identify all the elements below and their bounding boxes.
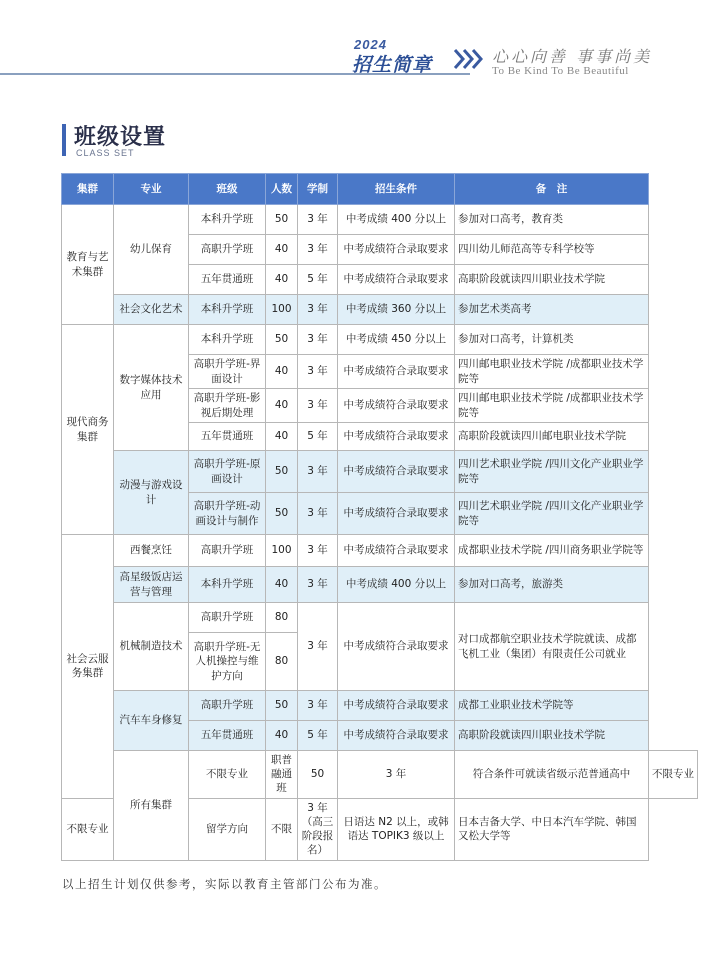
years-cell: 3 年 <box>298 295 338 325</box>
count-cell: 50 <box>266 493 298 535</box>
count-cell: 40 <box>266 721 298 751</box>
count-cell: 80 <box>266 603 298 633</box>
condition-cell: 中考成绩符合录取要求 <box>338 603 455 691</box>
col-header: 专业 <box>114 174 189 205</box>
years-cell: 5 年 <box>298 265 338 295</box>
class-cell: 五年贯通班 <box>189 423 266 451</box>
col-header: 招生条件 <box>338 174 455 205</box>
years-cell: 3 年 <box>298 451 338 493</box>
remark-cell: 参加艺术类高考 <box>455 295 649 325</box>
condition-cell: 中考成绩符合录取要求 <box>338 535 455 567</box>
major-cell: 社会文化艺术 <box>114 295 189 325</box>
section-subtitle: CLASS SET <box>76 148 135 158</box>
years-cell: 3 年 <box>298 691 338 721</box>
header-slogan: 心心向善 事事尚美 <box>492 47 653 66</box>
header-title: 招生简章 <box>352 54 433 76</box>
class-cell: 五年贯通班 <box>189 721 266 751</box>
col-header: 集群 <box>62 174 114 205</box>
remark-cell: 参加对口高考，教育类 <box>455 205 649 235</box>
condition-cell: 中考成绩 360 分以上 <box>338 295 455 325</box>
years-cell: 3 年 <box>298 325 338 355</box>
count-cell: 40 <box>266 265 298 295</box>
count-cell: 40 <box>266 567 298 603</box>
col-header: 学制 <box>298 174 338 205</box>
class-cell: 留学方向 <box>189 798 266 860</box>
remark-cell: 四川艺术职业学院 /四川文化产业职业学院等 <box>455 451 649 493</box>
condition-cell: 中考成绩符合录取要求 <box>338 389 455 423</box>
years-cell: 3 年 <box>298 235 338 265</box>
table-header-row <box>62 174 698 205</box>
class-cell: 高职升学班-无人机操控与维护方向 <box>189 633 266 691</box>
remark-cell: 四川幼儿师范高等专科学校等 <box>455 235 649 265</box>
class-cell: 高职升学班-原画设计 <box>189 451 266 493</box>
remark-cell: 高职阶段就读四川职业技术学院 <box>455 265 649 295</box>
class-cell: 高职升学班-动画设计与制作 <box>189 493 266 535</box>
remark-cell: 成都工业职业技术学院等 <box>455 691 649 721</box>
table-row <box>62 603 698 633</box>
years-cell: 5 年 <box>298 721 338 751</box>
remark-cell: 不限专业 <box>649 751 698 799</box>
remark-cell: 参加对口高考，旅游类 <box>455 567 649 603</box>
class-cell: 本科升学班 <box>189 325 266 355</box>
class-table <box>61 173 698 861</box>
count-cell: 100 <box>266 295 298 325</box>
years-cell: 3 年 <box>338 751 455 799</box>
remark-cell: 四川艺术职业学院 /四川文化产业职业学院等 <box>455 493 649 535</box>
class-cell: 高职升学班 <box>189 535 266 567</box>
footnote: 以上招生计划仅供参考，实际以教育主管部门公布为准。 <box>62 877 387 891</box>
years-cell: 3 年 <box>298 535 338 567</box>
condition-cell: 中考成绩符合录取要求 <box>338 721 455 751</box>
count-cell: 50 <box>266 451 298 493</box>
col-header: 备 注 <box>455 174 649 205</box>
condition-cell: 日语达 N2 以上，或韩语达 TOPIK3 级以上 <box>338 798 455 860</box>
class-cell: 高职升学班 <box>189 691 266 721</box>
major-cell: 西餐烹饪 <box>114 535 189 567</box>
table-row <box>62 567 698 603</box>
cluster-cell: 社会云服务集群 <box>62 535 114 799</box>
remark-cell: 日本吉备大学、中日本汽车学院、韩国又松大学等 <box>455 798 649 860</box>
years-cell: 5 年 <box>298 423 338 451</box>
table-row <box>62 751 698 799</box>
condition-cell: 中考成绩符合录取要求 <box>338 265 455 295</box>
years-cell: 3 年 <box>298 205 338 235</box>
class-cell: 本科升学班 <box>189 295 266 325</box>
condition-cell: 中考成绩 400 分以上 <box>338 567 455 603</box>
table-row <box>62 325 698 355</box>
major-cell: 汽车车身修复 <box>114 691 189 751</box>
condition-cell: 中考成绩符合录取要求 <box>338 691 455 721</box>
cluster-cell: 教育与艺术集群 <box>62 205 114 325</box>
table-row <box>62 535 698 567</box>
condition-cell: 中考成绩符合录取要求 <box>338 423 455 451</box>
table-row <box>62 295 698 325</box>
count-cell: 50 <box>298 751 338 799</box>
years-cell: 3 年（高三阶段报名） <box>298 798 338 860</box>
class-cell: 五年贯通班 <box>189 265 266 295</box>
major-cell: 机械制造技术 <box>114 603 189 691</box>
major-cell: 不限专业 <box>62 798 114 860</box>
class-cell: 高职升学班-影视后期处理 <box>189 389 266 423</box>
condition-cell: 中考成绩符合录取要求 <box>338 235 455 265</box>
cluster-cell: 现代商务集群 <box>62 325 114 535</box>
count-cell: 40 <box>266 389 298 423</box>
condition-cell: 中考成绩符合录取要求 <box>338 493 455 535</box>
count-cell: 40 <box>266 355 298 389</box>
count-cell: 40 <box>266 235 298 265</box>
table-row <box>62 205 698 235</box>
header-year: 2024 <box>354 37 387 52</box>
class-cell: 本科升学班 <box>189 567 266 603</box>
years-cell: 3 年 <box>298 603 338 691</box>
remark-cell: 对口成都航空职业技术学院就读、成都飞机工业（集团）有限责任公司就业 <box>455 603 649 691</box>
cluster-cell: 所有集群 <box>114 751 189 861</box>
condition-cell: 符合条件可就读省级示范普通高中 <box>455 751 649 799</box>
class-cell: 高职升学班 <box>189 603 266 633</box>
condition-cell: 中考成绩符合录取要求 <box>338 355 455 389</box>
major-cell: 动漫与游戏设计 <box>114 451 189 535</box>
major-cell: 不限专业 <box>189 751 266 799</box>
count-cell: 50 <box>266 325 298 355</box>
major-cell: 数字媒体技术应用 <box>114 325 189 451</box>
count-cell: 40 <box>266 423 298 451</box>
header-slogan-en: To Be Kind To Be Beautiful <box>492 65 629 77</box>
count-cell: 100 <box>266 535 298 567</box>
condition-cell: 中考成绩符合录取要求 <box>338 451 455 493</box>
years-cell: 3 年 <box>298 389 338 423</box>
condition-cell: 中考成绩 450 分以上 <box>338 325 455 355</box>
count-cell: 50 <box>266 691 298 721</box>
years-cell: 3 年 <box>298 493 338 535</box>
major-cell: 幼儿保育 <box>114 205 189 295</box>
remark-cell: 高职阶段就读四川职业技术学院 <box>455 721 649 751</box>
section-accent-bar <box>62 124 66 156</box>
table-row <box>62 691 698 721</box>
class-cell: 高职升学班 <box>189 235 266 265</box>
remark-cell: 四川邮电职业技术学院 /成都职业技术学院等 <box>455 389 649 423</box>
remark-cell: 四川邮电职业技术学院 /成都职业技术学院等 <box>455 355 649 389</box>
years-cell: 3 年 <box>298 567 338 603</box>
remark-cell: 高职阶段就读四川邮电职业技术学院 <box>455 423 649 451</box>
remark-cell: 参加对口高考，计算机类 <box>455 325 649 355</box>
section-title: 班级设置 <box>74 125 167 150</box>
col-header: 人数 <box>266 174 298 205</box>
class-cell: 本科升学班 <box>189 205 266 235</box>
count-cell: 50 <box>266 205 298 235</box>
years-cell: 3 年 <box>298 355 338 389</box>
count-cell: 不限 <box>266 798 298 860</box>
major-cell: 高星级饭店运营与管理 <box>114 567 189 603</box>
condition-cell: 中考成绩 400 分以上 <box>338 205 455 235</box>
remark-cell: 成都职业技术学院 /四川商务职业学院等 <box>455 535 649 567</box>
class-cell: 高职升学班-界面设计 <box>189 355 266 389</box>
count-cell: 80 <box>266 633 298 691</box>
col-header: 班级 <box>189 174 266 205</box>
class-cell: 职普融通班 <box>266 751 298 799</box>
table-row <box>62 451 698 493</box>
chevrons-icon <box>453 46 483 72</box>
